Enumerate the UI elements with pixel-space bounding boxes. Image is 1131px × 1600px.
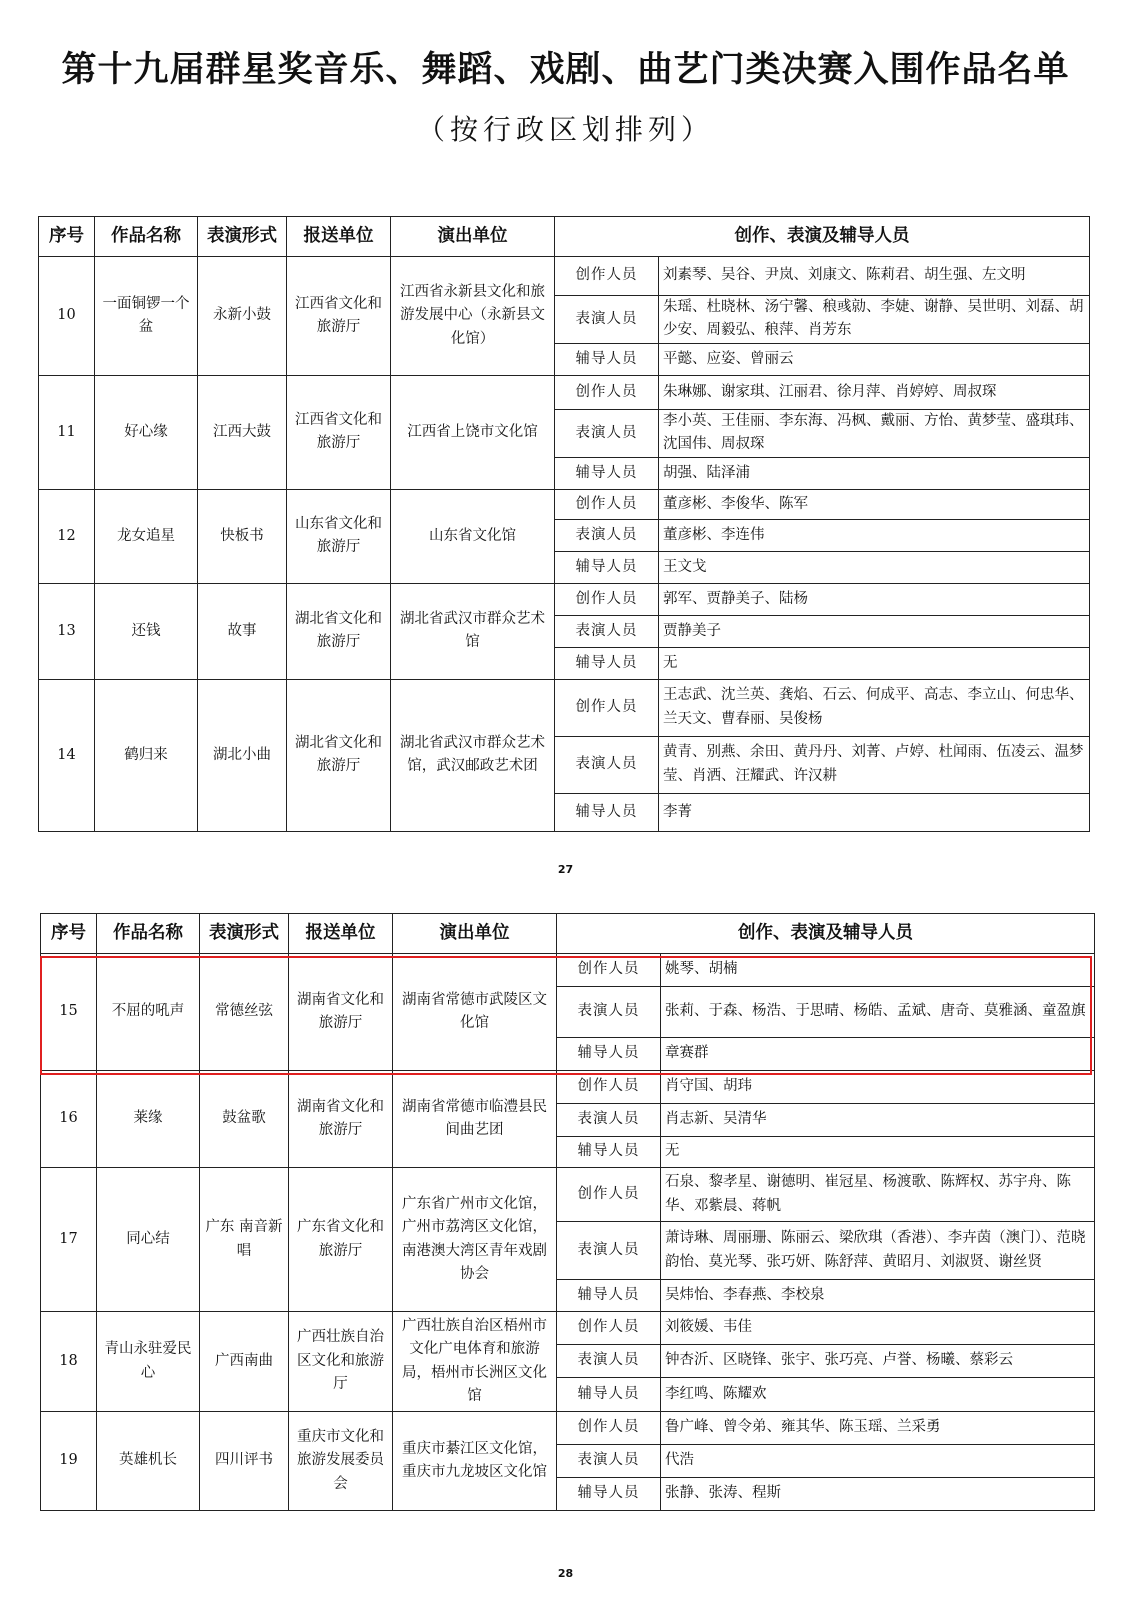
- performance-form: 快板书: [198, 489, 287, 583]
- performance-form: 广东 南音新唱: [200, 1168, 289, 1312]
- table-row: [41, 1071, 1095, 1104]
- performance-form: 故事: [198, 583, 287, 679]
- people-names: 石泉、黎孝星、谢德明、崔冠星、杨渡歌、陈辉权、苏宇舟、陈华、邓紫晨、蒋帆: [661, 1168, 1095, 1222]
- role-label: 创作人员: [555, 583, 659, 615]
- role-label: 创作人员: [557, 1168, 661, 1222]
- nominees-table-page-28: [40, 913, 1095, 1511]
- people-names: 萧诗琳、周丽珊、陈丽云、梁欣琪（香港）、李卉茵（澳门）、范晓韵怡、莫光琴、张巧妍、陈舒萍、黄昭月、刘淑贤、谢丝贤: [661, 1222, 1095, 1280]
- work-title: 青山永驻爱民心: [97, 1312, 200, 1412]
- role-label: 辅导人员: [555, 647, 659, 679]
- performing-unit: 湖北省武汉市群众艺术馆: [391, 583, 555, 679]
- role-label: 表演人员: [557, 1345, 661, 1378]
- table-row: [41, 954, 1095, 987]
- people-names: 姚琴、胡楠: [661, 954, 1095, 987]
- header-form: 表演形式: [198, 217, 287, 257]
- people-names: 张静、张涛、程斯: [661, 1478, 1095, 1511]
- work-title: 一面铜锣一个盆: [95, 257, 198, 376]
- people-names: 李红鸣、陈耀欢: [661, 1378, 1095, 1412]
- role-label: 创作人员: [557, 1071, 661, 1104]
- performing-unit: 江西省上饶市文化馆: [391, 375, 555, 489]
- table-row: [39, 375, 1090, 409]
- role-label: 表演人员: [555, 615, 659, 647]
- people-names: 胡强、陆泽浦: [659, 457, 1090, 489]
- people-names: 代浩: [661, 1445, 1095, 1478]
- work-title: 莱缘: [97, 1071, 200, 1168]
- header-perform: 演出单位: [393, 914, 557, 954]
- role-label: 辅导人员: [557, 1378, 661, 1412]
- submitting-unit: 山东省文化和旅游厅: [287, 489, 391, 583]
- performance-form: 鼓盆歌: [200, 1071, 289, 1168]
- role-label: 辅导人员: [557, 1137, 661, 1168]
- performance-form: 常德丝弦: [200, 954, 289, 1071]
- table-row: [39, 489, 1090, 519]
- header-no: 序号: [41, 914, 97, 954]
- header-row: [39, 217, 1090, 257]
- header-form: 表演形式: [200, 914, 289, 954]
- header-work: 作品名称: [97, 914, 200, 954]
- header-perform: 演出单位: [391, 217, 555, 257]
- submitting-unit: 湖北省文化和旅游厅: [287, 583, 391, 679]
- role-label: 表演人员: [557, 1222, 661, 1280]
- people-names: 张莉、于森、杨浩、于思晴、杨皓、孟斌、唐奇、莫雅涵、童盈旗: [661, 987, 1095, 1038]
- role-label: 辅导人员: [555, 551, 659, 583]
- people-names: 贾静美子: [659, 615, 1090, 647]
- role-label: 创作人员: [557, 1412, 661, 1445]
- performing-unit: 湖南省常德市临澧县民间曲艺团: [393, 1071, 557, 1168]
- people-names: 无: [661, 1137, 1095, 1168]
- people-names: 郭军、贾静美子、陆杨: [659, 583, 1090, 615]
- submitting-unit: 湖南省文化和旅游厅: [289, 1071, 393, 1168]
- people-names: 无: [659, 647, 1090, 679]
- people-names: 鲁广峰、曾令弟、雍其华、陈玉瑶、兰采勇: [661, 1412, 1095, 1445]
- page-number: 28: [557, 1567, 574, 1580]
- performance-form: 江西大鼓: [198, 375, 287, 489]
- people-names: 章赛群: [661, 1038, 1095, 1071]
- people-names: 平懿、应姿、曾丽云: [659, 343, 1090, 375]
- work-title: 不屈的吼声: [97, 954, 200, 1071]
- header-submit: 报送单位: [287, 217, 391, 257]
- header-submit: 报送单位: [289, 914, 393, 954]
- submitting-unit: 江西省文化和旅游厅: [287, 375, 391, 489]
- role-label: 辅导人员: [557, 1038, 661, 1071]
- work-title: 还钱: [95, 583, 198, 679]
- performance-form: 四川评书: [200, 1412, 289, 1511]
- role-label: 创作人员: [555, 489, 659, 519]
- role-label: 表演人员: [557, 1104, 661, 1137]
- work-title: 同心结: [97, 1168, 200, 1312]
- performing-unit: 广西壮族自治区梧州市文化广电体育和旅游局，梧州市长洲区文化馆: [393, 1312, 557, 1412]
- entry-number: 16: [41, 1071, 97, 1168]
- role-label: 辅导人员: [555, 343, 659, 375]
- role-label: 创作人员: [555, 679, 659, 736]
- entry-number: 18: [41, 1312, 97, 1412]
- entry-number: 11: [39, 375, 95, 489]
- role-label: 表演人员: [557, 1445, 661, 1478]
- role-label: 表演人员: [555, 519, 659, 551]
- people-names: 刘筱媛、韦佳: [661, 1312, 1095, 1345]
- entry-number: 15: [41, 954, 97, 1071]
- table-row: [41, 1312, 1095, 1345]
- role-label: 辅导人员: [557, 1478, 661, 1511]
- performance-form: 湖北小曲: [198, 679, 287, 831]
- role-label: 辅导人员: [555, 793, 659, 831]
- performance-form: 广西南曲: [200, 1312, 289, 1412]
- performing-unit: 湖南省常德市武陵区文化馆: [393, 954, 557, 1071]
- work-title: 龙女追星: [95, 489, 198, 583]
- submitting-unit: 重庆市文化和旅游发展委员会: [289, 1412, 393, 1511]
- people-names: 王志武、沈兰英、龚焰、石云、何成平、高志、李立山、何忠华、兰天文、曹春丽、吴俊杨: [659, 679, 1090, 736]
- people-names: 刘素琴、吴谷、尹岚、刘康文、陈莉君、胡生强、左文明: [659, 257, 1090, 296]
- work-title: 鹤归来: [95, 679, 198, 831]
- submitting-unit: 江西省文化和旅游厅: [287, 257, 391, 376]
- people-names: 朱琳娜、谢家琪、江丽君、徐月萍、肖婷婷、周叔琛: [659, 375, 1090, 409]
- performing-unit: 江西省永新县文化和旅游发展中心（永新县文化馆）: [391, 257, 555, 376]
- entry-number: 14: [39, 679, 95, 831]
- people-names: 董彦彬、李连伟: [659, 519, 1090, 551]
- work-title: 英雄机长: [97, 1412, 200, 1511]
- performance-form: 永新小鼓: [198, 257, 287, 376]
- table-row: [39, 679, 1090, 736]
- people-names: 吴炜怡、李春燕、李校泉: [661, 1280, 1095, 1312]
- entry-number: 19: [41, 1412, 97, 1511]
- table-row: [41, 1412, 1095, 1445]
- performing-unit: 山东省文化馆: [391, 489, 555, 583]
- role-label: 辅导人员: [555, 457, 659, 489]
- document-subtitle: （按行政区划排列）: [416, 113, 714, 146]
- submitting-unit: 湖北省文化和旅游厅: [287, 679, 391, 831]
- entry-number: 13: [39, 583, 95, 679]
- role-label: 表演人员: [557, 987, 661, 1038]
- submitting-unit: 湖南省文化和旅游厅: [289, 954, 393, 1071]
- header-no: 序号: [39, 217, 95, 257]
- performing-unit: 重庆市綦江区文化馆，重庆市九龙坡区文化馆: [393, 1412, 557, 1511]
- people-names: 王文戈: [659, 551, 1090, 583]
- role-label: 表演人员: [555, 736, 659, 793]
- header-row: [41, 914, 1095, 954]
- table-row: [41, 1168, 1095, 1222]
- work-title: 好心缘: [95, 375, 198, 489]
- people-names: 肖志新、吴清华: [661, 1104, 1095, 1137]
- page-number: 27: [557, 863, 574, 876]
- performing-unit: 湖北省武汉市群众艺术馆，武汉邮政艺术团: [391, 679, 555, 831]
- people-names: 朱瑶、杜晓林、汤宁馨、稂彧勍、李婕、谢静、吴世明、刘磊、胡少安、周毅弘、稂萍、肖芳东: [659, 296, 1090, 344]
- role-label: 创作人员: [557, 1312, 661, 1345]
- role-label: 创作人员: [557, 954, 661, 987]
- table-body: [39, 217, 1090, 832]
- document-title: 第十九届群星奖音乐、舞蹈、戏剧、曲艺门类决赛入围作品名单: [61, 50, 1070, 90]
- role-label: 辅导人员: [557, 1280, 661, 1312]
- table-row: [39, 257, 1090, 296]
- entry-number: 12: [39, 489, 95, 583]
- people-names: 钟杏沂、区晓锋、张宇、张巧亮、卢誉、杨曦、蔡彩云: [661, 1345, 1095, 1378]
- header-work: 作品名称: [95, 217, 198, 257]
- people-names: 董彦彬、李俊华、陈军: [659, 489, 1090, 519]
- role-label: 创作人员: [555, 375, 659, 409]
- people-names: 肖守国、胡玮: [661, 1071, 1095, 1104]
- people-names: 李菁: [659, 793, 1090, 831]
- role-label: 表演人员: [555, 296, 659, 344]
- entry-number: 10: [39, 257, 95, 376]
- table-body: [41, 914, 1095, 1511]
- people-names: 黄青、别燕、余田、黄丹丹、刘菁、卢婷、杜闻雨、伍凌云、温梦莹、肖洒、汪耀武、许汉耕: [659, 736, 1090, 793]
- table-row: [39, 583, 1090, 615]
- people-names: 李小英、王佳丽、李东海、冯枫、戴丽、方怡、黄梦莹、盛琪玮、沈国伟、周叔琛: [659, 409, 1090, 457]
- header-people: 创作、表演及辅导人员: [555, 217, 1090, 257]
- performing-unit: 广东省广州市文化馆，广州市荔湾区文化馆，南港澳大湾区青年戏剧协会: [393, 1168, 557, 1312]
- role-label: 表演人员: [555, 409, 659, 457]
- submitting-unit: 广西壮族自治区文化和旅游厅: [289, 1312, 393, 1412]
- nominees-table-page-27: [38, 216, 1090, 832]
- submitting-unit: 广东省文化和旅游厅: [289, 1168, 393, 1312]
- header-people: 创作、表演及辅导人员: [557, 914, 1095, 954]
- entry-number: 17: [41, 1168, 97, 1312]
- role-label: 创作人员: [555, 257, 659, 296]
